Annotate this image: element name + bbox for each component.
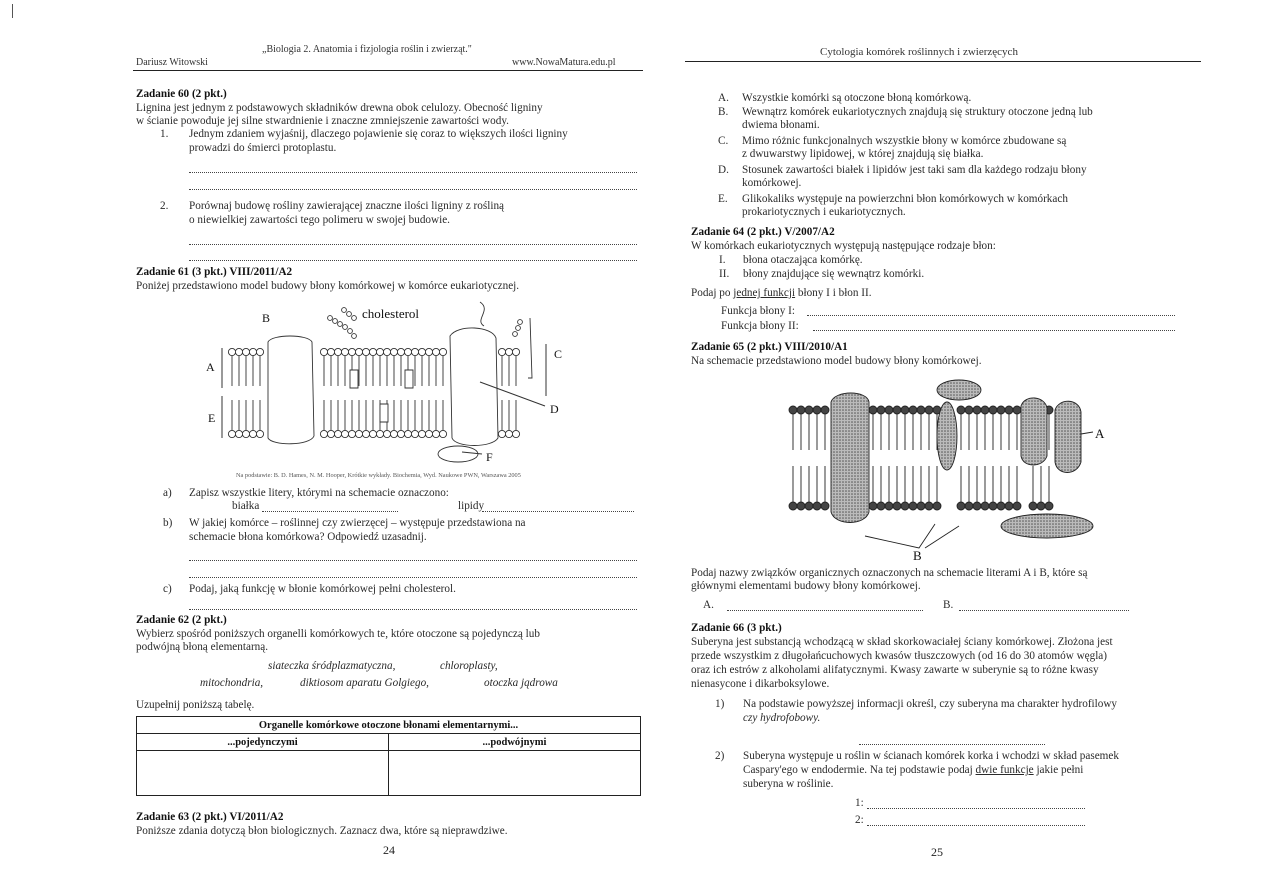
task-64-i-num: I. xyxy=(719,254,726,266)
peripheral-protein-F xyxy=(438,446,478,462)
task-61-heading: Zadanie 61 (3 pkt.) VIII/2011/A2 xyxy=(136,266,293,278)
task-60-intro-2: w ścianie powoduje jej silne stwardnienie i znaczne zmniejszenie zawartości wody. xyxy=(136,115,509,127)
organelle-nuclear-envelope: otoczka jądrowa xyxy=(484,677,558,689)
answer-lipids[interactable] xyxy=(482,511,634,512)
task-61-c-letter: c) xyxy=(163,583,172,595)
option-B-letter: B. xyxy=(718,106,729,118)
task-64-ii-num: II. xyxy=(719,268,730,280)
organelle-chloroplasts: chloroplasty, xyxy=(440,660,498,672)
integral-protein-B xyxy=(268,336,314,444)
website: www.NowaMatura.edu.pl xyxy=(512,57,616,68)
cholesterol-molecules xyxy=(350,370,413,422)
diagram-source: Na podstawie: B. D. Hames, N. M. Hooper, Krótkie wykłady. Biochemia, Wyd. Naukowe PWN, Warszawa 2005 xyxy=(236,472,521,479)
label-cholesterol: cholesterol xyxy=(362,306,420,321)
membrane-diagram-2 xyxy=(785,376,1105,562)
organelle-er: siateczka śródplazmatyczna, xyxy=(268,660,396,672)
answer-function-2[interactable] xyxy=(813,330,1175,331)
option-A-letter: A. xyxy=(718,92,729,104)
option-E-letter: E. xyxy=(718,193,728,205)
answer-B-label: B. xyxy=(943,599,954,611)
organelle-table xyxy=(136,716,641,796)
task-65-intro: Na schemacie przedstawiono model budowy błony komórkowej. xyxy=(691,355,982,367)
task-60-q2-num: 2. xyxy=(160,200,169,212)
option-B-text: Wewnątrz komórek eukariotycznych znajdują się struktury otoczone jedną lub xyxy=(742,106,1093,118)
organelle-mitochondria: mitochondria, xyxy=(200,677,264,689)
option-B-text-2: dwiema błonami. xyxy=(742,119,820,131)
task-66-q1-a: Na podstawie powyższej informacji określ, czy suberyna ma charakter hydrofilowy xyxy=(743,698,1118,710)
task-64-i: błona otaczająca komórkę. xyxy=(743,254,863,266)
option-D-text: Stosunek zawartości białek i lipidów jest taki sam dla każdego rodzaju błony xyxy=(742,164,1087,176)
answer-line[interactable] xyxy=(189,577,637,578)
task-66-q2-a: Suberyna występuje u roślin w ścianach komórek korka i wchodzi w skład pasemek xyxy=(743,750,1119,762)
scan-mark xyxy=(12,4,13,18)
proteins-A xyxy=(831,380,1093,538)
task-66-q1-num: 1) xyxy=(715,698,725,710)
label-B: B xyxy=(913,548,922,562)
answer-line[interactable] xyxy=(189,189,637,190)
task-62-fill: Uzupełnij poniższą tabelę. xyxy=(136,699,255,711)
answer-line[interactable] xyxy=(189,244,637,245)
task-61-a-letter: a) xyxy=(163,487,172,499)
task-62-intro-1: Wybierz spośród poniższych organelli komórkowych te, które otoczone są pojedynczą lub xyxy=(136,628,540,640)
task-65-q-2: głównymi elementami budowy błony komórkowej. xyxy=(691,580,921,592)
option-A-text: Wszystkie komórki są otoczone błoną komórkową. xyxy=(742,92,972,104)
answer-line[interactable] xyxy=(189,609,637,610)
integral-protein-D xyxy=(450,328,498,446)
answer-A[interactable] xyxy=(727,610,923,611)
task-60-q1-num: 1. xyxy=(160,128,169,140)
label-B: B xyxy=(262,311,271,325)
task-61-b-1: W jakiej komórce – roślinnej czy zwierzęcej – występuje przedstawiona na xyxy=(189,517,526,529)
task-62-intro-2: podwójną błoną elementarną. xyxy=(136,641,269,653)
option-C-letter: C. xyxy=(718,135,729,147)
header-rule xyxy=(685,61,1201,62)
task-61-b-letter: b) xyxy=(163,517,173,529)
page-number-right: 25 xyxy=(931,845,943,859)
task-61-a: Zapisz wszystkie litery, którymi na schemacie oznaczono: xyxy=(189,487,449,499)
option-E-text-2: prokariotycznych i eukariotycznych. xyxy=(742,206,906,218)
option-D-text-2: komórkowej. xyxy=(742,177,802,189)
answer-B[interactable] xyxy=(959,610,1129,611)
task-66-q2-num: 2) xyxy=(715,750,725,762)
answer-2[interactable] xyxy=(867,825,1085,826)
task-60-q1-b: prowadzi do śmierci protoplastu. xyxy=(189,142,337,154)
task-60-intro-1: Lignina jest jednym z podstawowych składników drewna obok celulozy. Obecność ligniny xyxy=(136,102,543,114)
task-60-q2-b: o niewielkiej zawartości tego polimeru w swojej budowie. xyxy=(189,214,450,226)
label-E: E xyxy=(208,411,216,425)
task-66-p-3: oraz ich estrów z alkoholami alifatycznymi. Kwasy zawarte w suberynie są to różne kwasy xyxy=(691,664,1099,676)
answer-line[interactable] xyxy=(189,260,637,261)
label-proteins: białka xyxy=(232,500,260,512)
col-double: ...podwójnymi xyxy=(389,734,641,751)
task-63-intro: Poniższe zdania dotyczą błon biologicznych. Zaznacz dwa, które są nieprawdziwe. xyxy=(136,825,508,837)
membrane-diagram-1 xyxy=(200,296,580,468)
task-65-heading: Zadanie 65 (2 pkt.) VIII/2010/A1 xyxy=(691,341,848,353)
organelle-golgi: diktiosom aparatu Golgiego, xyxy=(300,677,429,689)
answer-A-label: A. xyxy=(703,599,714,611)
header-rule xyxy=(133,70,643,71)
author: Dariusz Witowski xyxy=(136,57,208,68)
page-number-left: 24 xyxy=(383,843,395,857)
task-66-q2-b: Caspary'ego w endodermie. Na tej podstawie podaj dwie funkcje jakie pełni xyxy=(743,764,1084,776)
task-63-heading: Zadanie 63 (2 pkt.) VI/2011/A2 xyxy=(136,811,284,823)
task-61-intro: Poniżej przedstawiono model budowy błony komórkowej w komórce eukariotycznej. xyxy=(136,280,520,292)
table-title: Organelle komórkowe otoczone błonami elementarnymi... xyxy=(137,717,641,734)
label-D: D xyxy=(550,402,559,416)
task-64-intro: W komórkach eukariotycznych występują następujące rodzaje błon: xyxy=(691,240,996,252)
task-60-q1-a: Jednym zdaniem wyjaśnij, dlaczego pojawienie się coraz to większych ilości ligniny xyxy=(189,128,568,140)
task-62-heading: Zadanie 62 (2 pkt.) xyxy=(136,614,227,626)
answer-2-label: 2: xyxy=(855,814,864,826)
task-66-q1-b: czy hydrofobowy. xyxy=(743,712,821,724)
task-65-q-1: Podaj nazwy związków organicznych oznaczonych na schemacie literami A i B, które są xyxy=(691,567,1088,579)
function-2-label: Funkcja błony II: xyxy=(721,320,799,332)
book-title: „Biologia 2. Anatomia i fizjologia roślin i zwierząt." xyxy=(262,44,472,55)
task-66-p-2: przede wszystkim z długołańcuchowych kwasów tłuszczowych (od 16 do 30 atomów węgla) xyxy=(691,650,1108,662)
task-60-heading: Zadanie 60 (2 pkt.) xyxy=(136,88,227,100)
label-A: A xyxy=(1095,426,1105,441)
label-F: F xyxy=(486,450,493,464)
chapter-header: Cytologia komórek roślinnych i zwierzęcych xyxy=(820,46,1018,58)
option-D-letter: D. xyxy=(718,164,729,176)
label-lipids: lipidy xyxy=(458,500,485,512)
option-C-text-2: z dwuwarstwy lipidowej, w której znajdują się białka. xyxy=(742,148,984,160)
answer-line[interactable] xyxy=(189,560,637,561)
task-64-heading: Zadanie 64 (2 pkt.) V/2007/A2 xyxy=(691,226,835,238)
task-64-ii: błony znajdujące się wewnątrz komórki. xyxy=(743,268,925,280)
task-66-q2-c: suberyna w roślinie. xyxy=(743,778,834,790)
cell-double-answer[interactable] xyxy=(389,751,641,796)
heads-top xyxy=(789,406,1053,414)
task-66-heading: Zadanie 66 (3 pkt.) xyxy=(691,622,782,634)
col-single: ...pojedynczymi xyxy=(137,734,389,751)
answer-proteins[interactable] xyxy=(262,511,398,512)
option-E-text: Glikokaliks występuje na powierzchni błon komórkowych w komórkach xyxy=(742,193,1068,205)
cell-single-answer[interactable] xyxy=(137,751,389,796)
right-page xyxy=(655,0,1263,893)
task-66-p-1: Suberyna jest substancją wchodzącą w skład skorkowaciałej ściany komórkowej. Złożona jest xyxy=(691,636,1113,648)
function-1-label: Funkcja błony I: xyxy=(721,305,795,317)
task-66-p-4: nienasycone i dikarboksylowe. xyxy=(691,678,830,690)
label-A: A xyxy=(206,360,215,374)
answer-1[interactable] xyxy=(867,808,1085,809)
task-61-c: Podaj, jaką funkcję w błonie komórkowej pełni cholesterol. xyxy=(189,583,456,595)
answer-function-1[interactable] xyxy=(807,315,1175,316)
label-C: C xyxy=(554,347,563,361)
heads-bottom xyxy=(789,502,1053,510)
task-64-question: Podaj po jednej funkcji błony I i błon II. xyxy=(691,287,872,299)
task-61-b-2: schemacie błona komórkowa? Odpowiedź uzasadnij. xyxy=(189,531,427,543)
answer-hydro[interactable] xyxy=(859,744,1045,745)
task-60-q2-a: Porównaj budowę rośliny zawierającej znaczne ilości ligniny z rośliną xyxy=(189,200,505,212)
answer-line[interactable] xyxy=(189,172,637,173)
option-C-text: Mimo różnic funkcjonalnych wszystkie błony w komórce zbudowane są xyxy=(742,135,1067,147)
answer-1-label: 1: xyxy=(855,797,864,809)
